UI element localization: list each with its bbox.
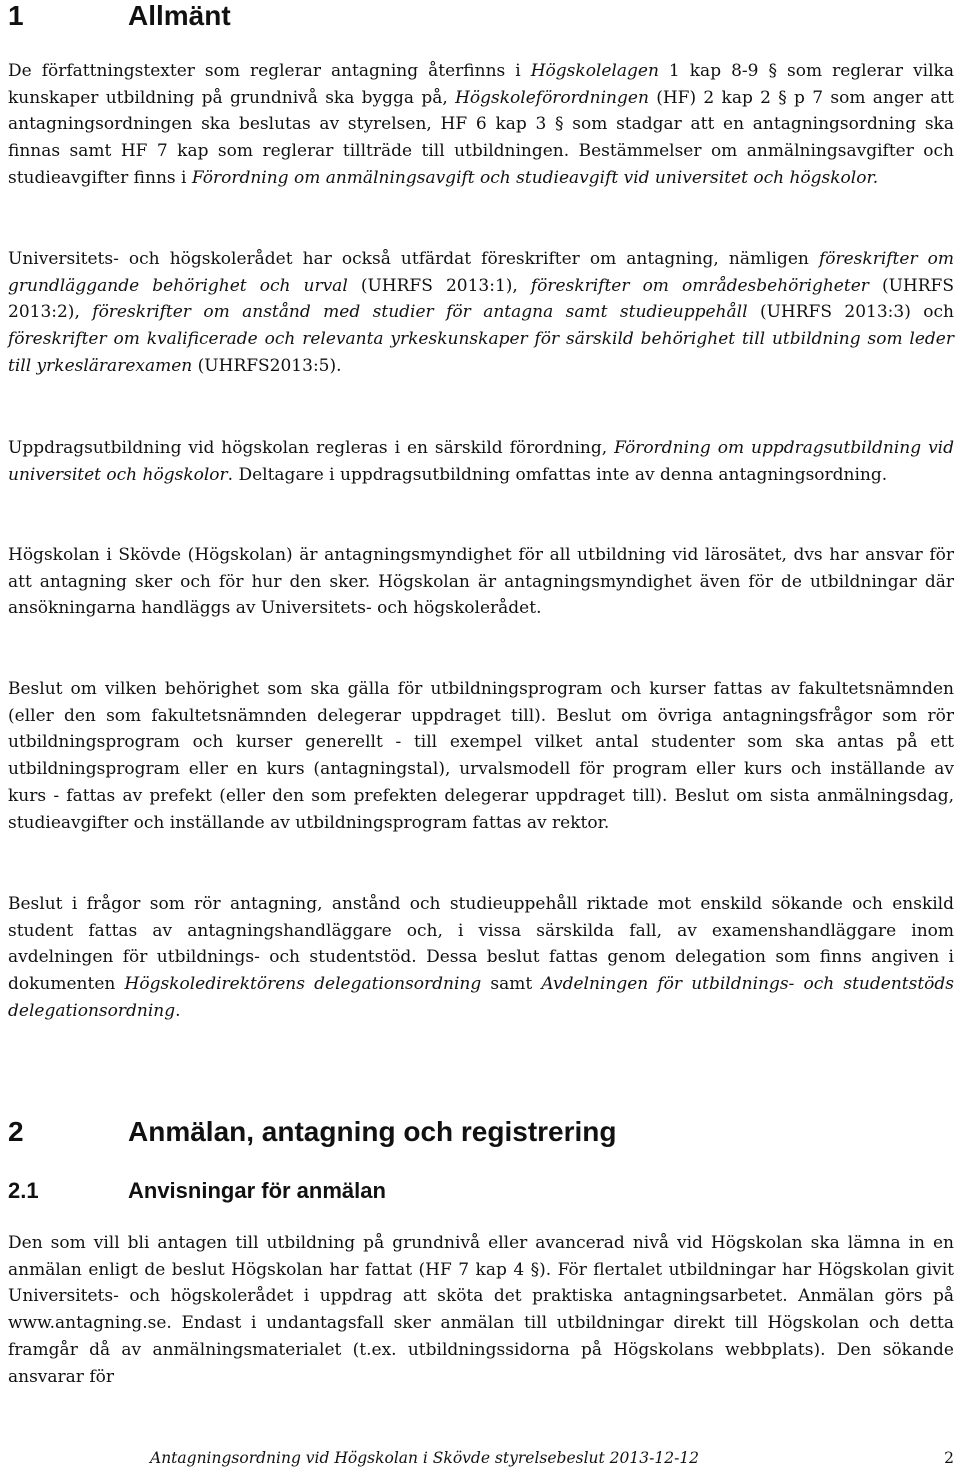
italic-reference: föreskrifter om grundläggande behörighet och urval — [8, 249, 954, 296]
paragraph-6: Beslut i frågor som rör antagning, anstånd och studieuppehåll riktade mot enskild sökande och enskild student fattas av antagningshandläggare och, i vissa särskilda fall, av examenshandläggare inom avdelningen för utbildnings- och studentstöd. Dessa beslut fattas genom delegation som finns angiven i dokumenten Högskoledirektörens delegationsordning samt Avdelningen för utbildnings- och studentstöds delegationsordning. — [8, 894, 954, 1021]
section-2-1-title: Anvisningar för anmälan — [128, 1178, 386, 1203]
italic-reference: Högskoledirektörens delegationsordning — [124, 974, 482, 995]
italic-reference: Förordning om uppdragsutbildning vid universitet och högskolor — [8, 438, 954, 485]
paragraph-1: De författningstexter som reglerar antagning återfinns i Högskolelagen 1 kap 8-9 § som reglerar vilka kunskaper utbildning på grundnivå ska bygga på, Högskoleförordningen (HF) 2 kap 2 § p 7 som anger att antagningsordningen ska beslutas av styrelsen, HF 6 kap 3 § som stadgar att en antagningsordning ska finnas samt HF 7 kap som reglerar tillträde till utbildningen. Bestämmelser om anmälningsavgifter och studieavgifter finns i Förordning om anmälningsavgift och studieavgift vid universitet och högskolor. — [8, 61, 954, 188]
italic-reference: Högskolelagen — [530, 61, 659, 81]
italic-reference: föreskrifter om områdesbehörigheter — [530, 275, 869, 296]
italic-reference: föreskrifter om kvalificerade och relevanta yrkeskunskaper för särskild behörighet till utbildning som leder till yrkeslärarexamen — [8, 329, 954, 376]
paragraph-7: Den som vill bli antagen till utbildning på grundnivå eller avancerad nivå vid Högskolan ska lämna in en anmälan enligt de beslut Högskolan har fattat (HF 7 kap 4 §). För flertalet utbildningar har Högskolan givit Universitets- och högskolerådet i uppdrag att sköta det praktiska antagningsarbetet. Anmälan görs på www.antagning.se. Endast i undantagsfall sker anmälan till utbildningar direkt till Högskolan och detta framgår då av anmälningsmaterialet (t.ex. utbildningssidorna på Högskolans webbplats). Den sökande ansvarar för — [8, 1233, 954, 1387]
paragraph-3: Uppdragsutbildning vid högskolan regleras i en särskild förordning, Förordning om uppdragsutbildning vid universitet och högskolor. Deltagare i uppdragsutbildning omfattas inte av denna antagningsordning. — [8, 438, 954, 485]
section-1-heading — [8, 0, 231, 32]
section-2-1-heading — [8, 1178, 386, 1204]
italic-reference: föreskrifter om anstånd med studier för antagna samt studieuppehåll — [92, 302, 748, 323]
paragraph-4: Högskolan i Skövde (Högskolan) är antagningsmyndighet för all utbildning vid lärosätet, dvs har ansvar för att antagning sker och för hur den sker. Högskolan är antagningsmyndighet även för de utbildningar där ansökningarna handläggs av Universitets- och högskolerådet. — [8, 545, 954, 619]
italic-reference: Högskoleförordningen — [455, 87, 649, 108]
footer-text: Antagningsordning vid Högskolan i Skövde styrelsebeslut 2013-12-12 — [150, 1449, 700, 1467]
italic-reference: Avdelningen för utbildnings- och studentstöds delegationsordning — [8, 974, 954, 1021]
section-2-title: Anmälan, antagning och registrering — [128, 1116, 617, 1147]
section-1-title: Allmänt — [128, 0, 231, 31]
page-footer — [150, 1448, 954, 1468]
section-2-number: 2 — [8, 1116, 24, 1147]
paragraph-2: Universitets- och högskolerådet har också utfärdat föreskrifter om antagning, nämligen föreskrifter om grundläggande behörighet och urval (UHRFS 2013:1), föreskrifter om områdesbehörigheter (UHRFS 2013:2), föreskrifter om anstånd med studier för antagna samt studieuppehåll (UHRFS 2013:3) och föreskrifter om kvalificerade och relevanta yrkeskunskaper för särskild behörighet till utbildning som leder till yrkeslärarexamen (UHRFS2013:5). — [8, 249, 954, 376]
section-2-heading — [8, 1116, 617, 1148]
italic-reference: Förordning om anmälningsavgift och studieavgift vid universitet och högskolor. — [191, 167, 879, 188]
page-number: 2 — [944, 1449, 954, 1467]
section-1-number: 1 — [8, 0, 24, 31]
section-2-1-number: 2.1 — [8, 1178, 39, 1203]
paragraph-5: Beslut om vilken behörighet som ska gälla för utbildningsprogram och kurser fattas av fakultetsnämnden (eller den som fakultetsnämnden delegerar uppdraget till). Beslut om övriga antagningsfrågor som rör utbildningsprogram och kurser generellt - till exempel vilket antal studenter som ska antas på ett utbildningsprogram eller en kurs (antagningstal), urvalsmodell för program eller kurs och inställande av kurs - fattas av prefekt (eller den som prefekten delegerar uppdraget till). Beslut om sista anmälningsdag, studieavgifter och inställande av utbildningsprogram fattas av rektor. — [8, 679, 954, 833]
